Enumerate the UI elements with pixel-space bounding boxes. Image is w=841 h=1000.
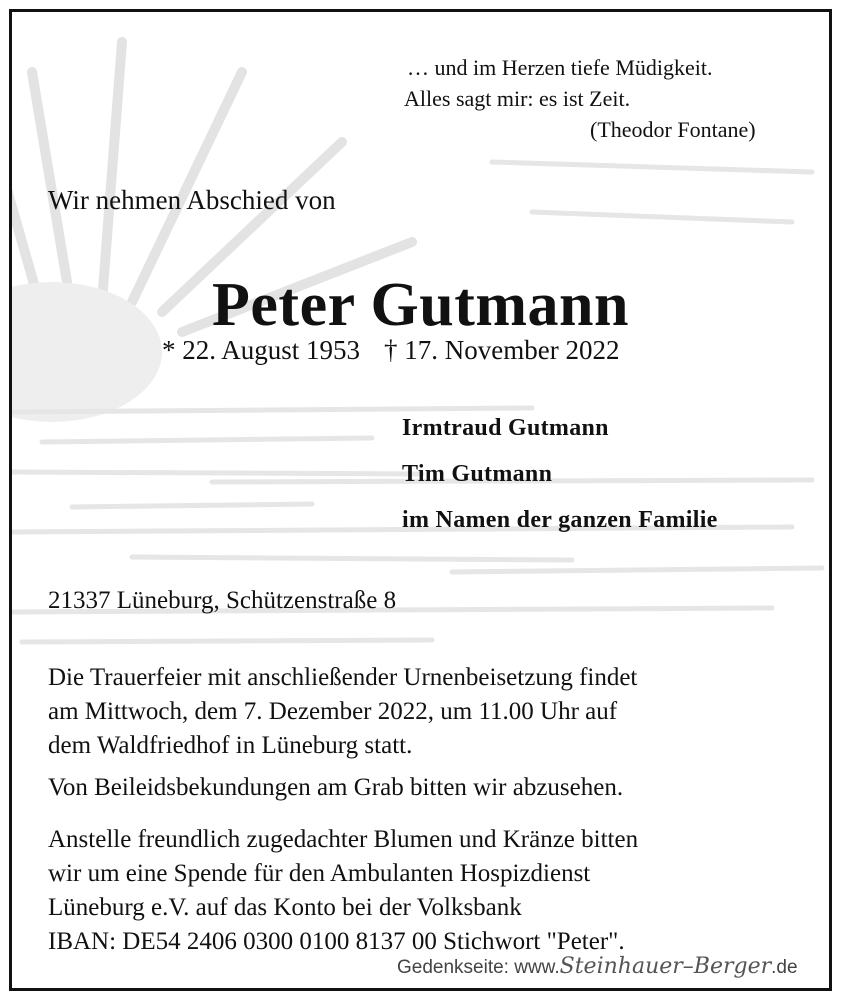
- mourner-1: Irmtraud Gutmann: [402, 415, 609, 441]
- quote-line-1: … und im Herzen tiefe Müdigkeit.: [407, 55, 713, 80]
- condolence-note: Von Beileidsbekundungen am Grab bitten wir abzusehen.: [48, 774, 624, 801]
- donation-line: IBAN: DE54 2406 0300 0100 8137 00 Stichwort "Peter".: [48, 928, 625, 955]
- donation-line: Anstelle freundlich zugedachter Blumen und Kränze bitten: [48, 826, 639, 853]
- deceased-name: Peter Gutmann: [212, 271, 629, 339]
- funeral-line: Die Trauerfeier mit anschließender Urnenbeisetzung findet: [48, 664, 638, 691]
- donation-line: Lüneburg e.V. auf das Konto bei der Volksbank: [48, 894, 522, 921]
- brand-steinhauer: Steinhauer: [559, 954, 683, 979]
- intro-text: Wir nehmen Abschied von: [48, 185, 336, 215]
- memorial-page-link[interactable]: [397, 954, 798, 979]
- donation-paragraph: [48, 823, 638, 959]
- quote-author: (Theodor Fontane): [590, 117, 756, 142]
- brand-berger: Berger: [693, 954, 772, 979]
- life-dates: [162, 335, 620, 366]
- funeral-line: am Mittwoch, dem 7. Dezember 2022, um 11.00 Uhr auf: [48, 698, 618, 725]
- mourner-2: Tim Gutmann: [402, 461, 553, 487]
- address: 21337 Lüneburg, Schützenstraße 8: [48, 587, 397, 614]
- birth-date: * 22. August 1953: [162, 335, 361, 365]
- brand-dash: –: [682, 954, 694, 979]
- funeral-line: dem Waldfriedhof in Lüneburg statt.: [48, 732, 413, 759]
- funeral-paragraph: [48, 661, 637, 763]
- mourner-3: im Namen der ganzen Familie: [402, 507, 718, 533]
- donation-line: wir um eine Spende für den Ambulanten Hospizdienst: [48, 860, 591, 887]
- death-date: † 17. November 2022: [384, 335, 620, 365]
- footer-prefix: Gedenkseite: www.: [397, 957, 560, 978]
- quote-line-2: Alles sagt mir: es ist Zeit.: [404, 86, 631, 111]
- obituary-notice: [9, 9, 832, 991]
- footer-suffix: .de: [771, 957, 798, 978]
